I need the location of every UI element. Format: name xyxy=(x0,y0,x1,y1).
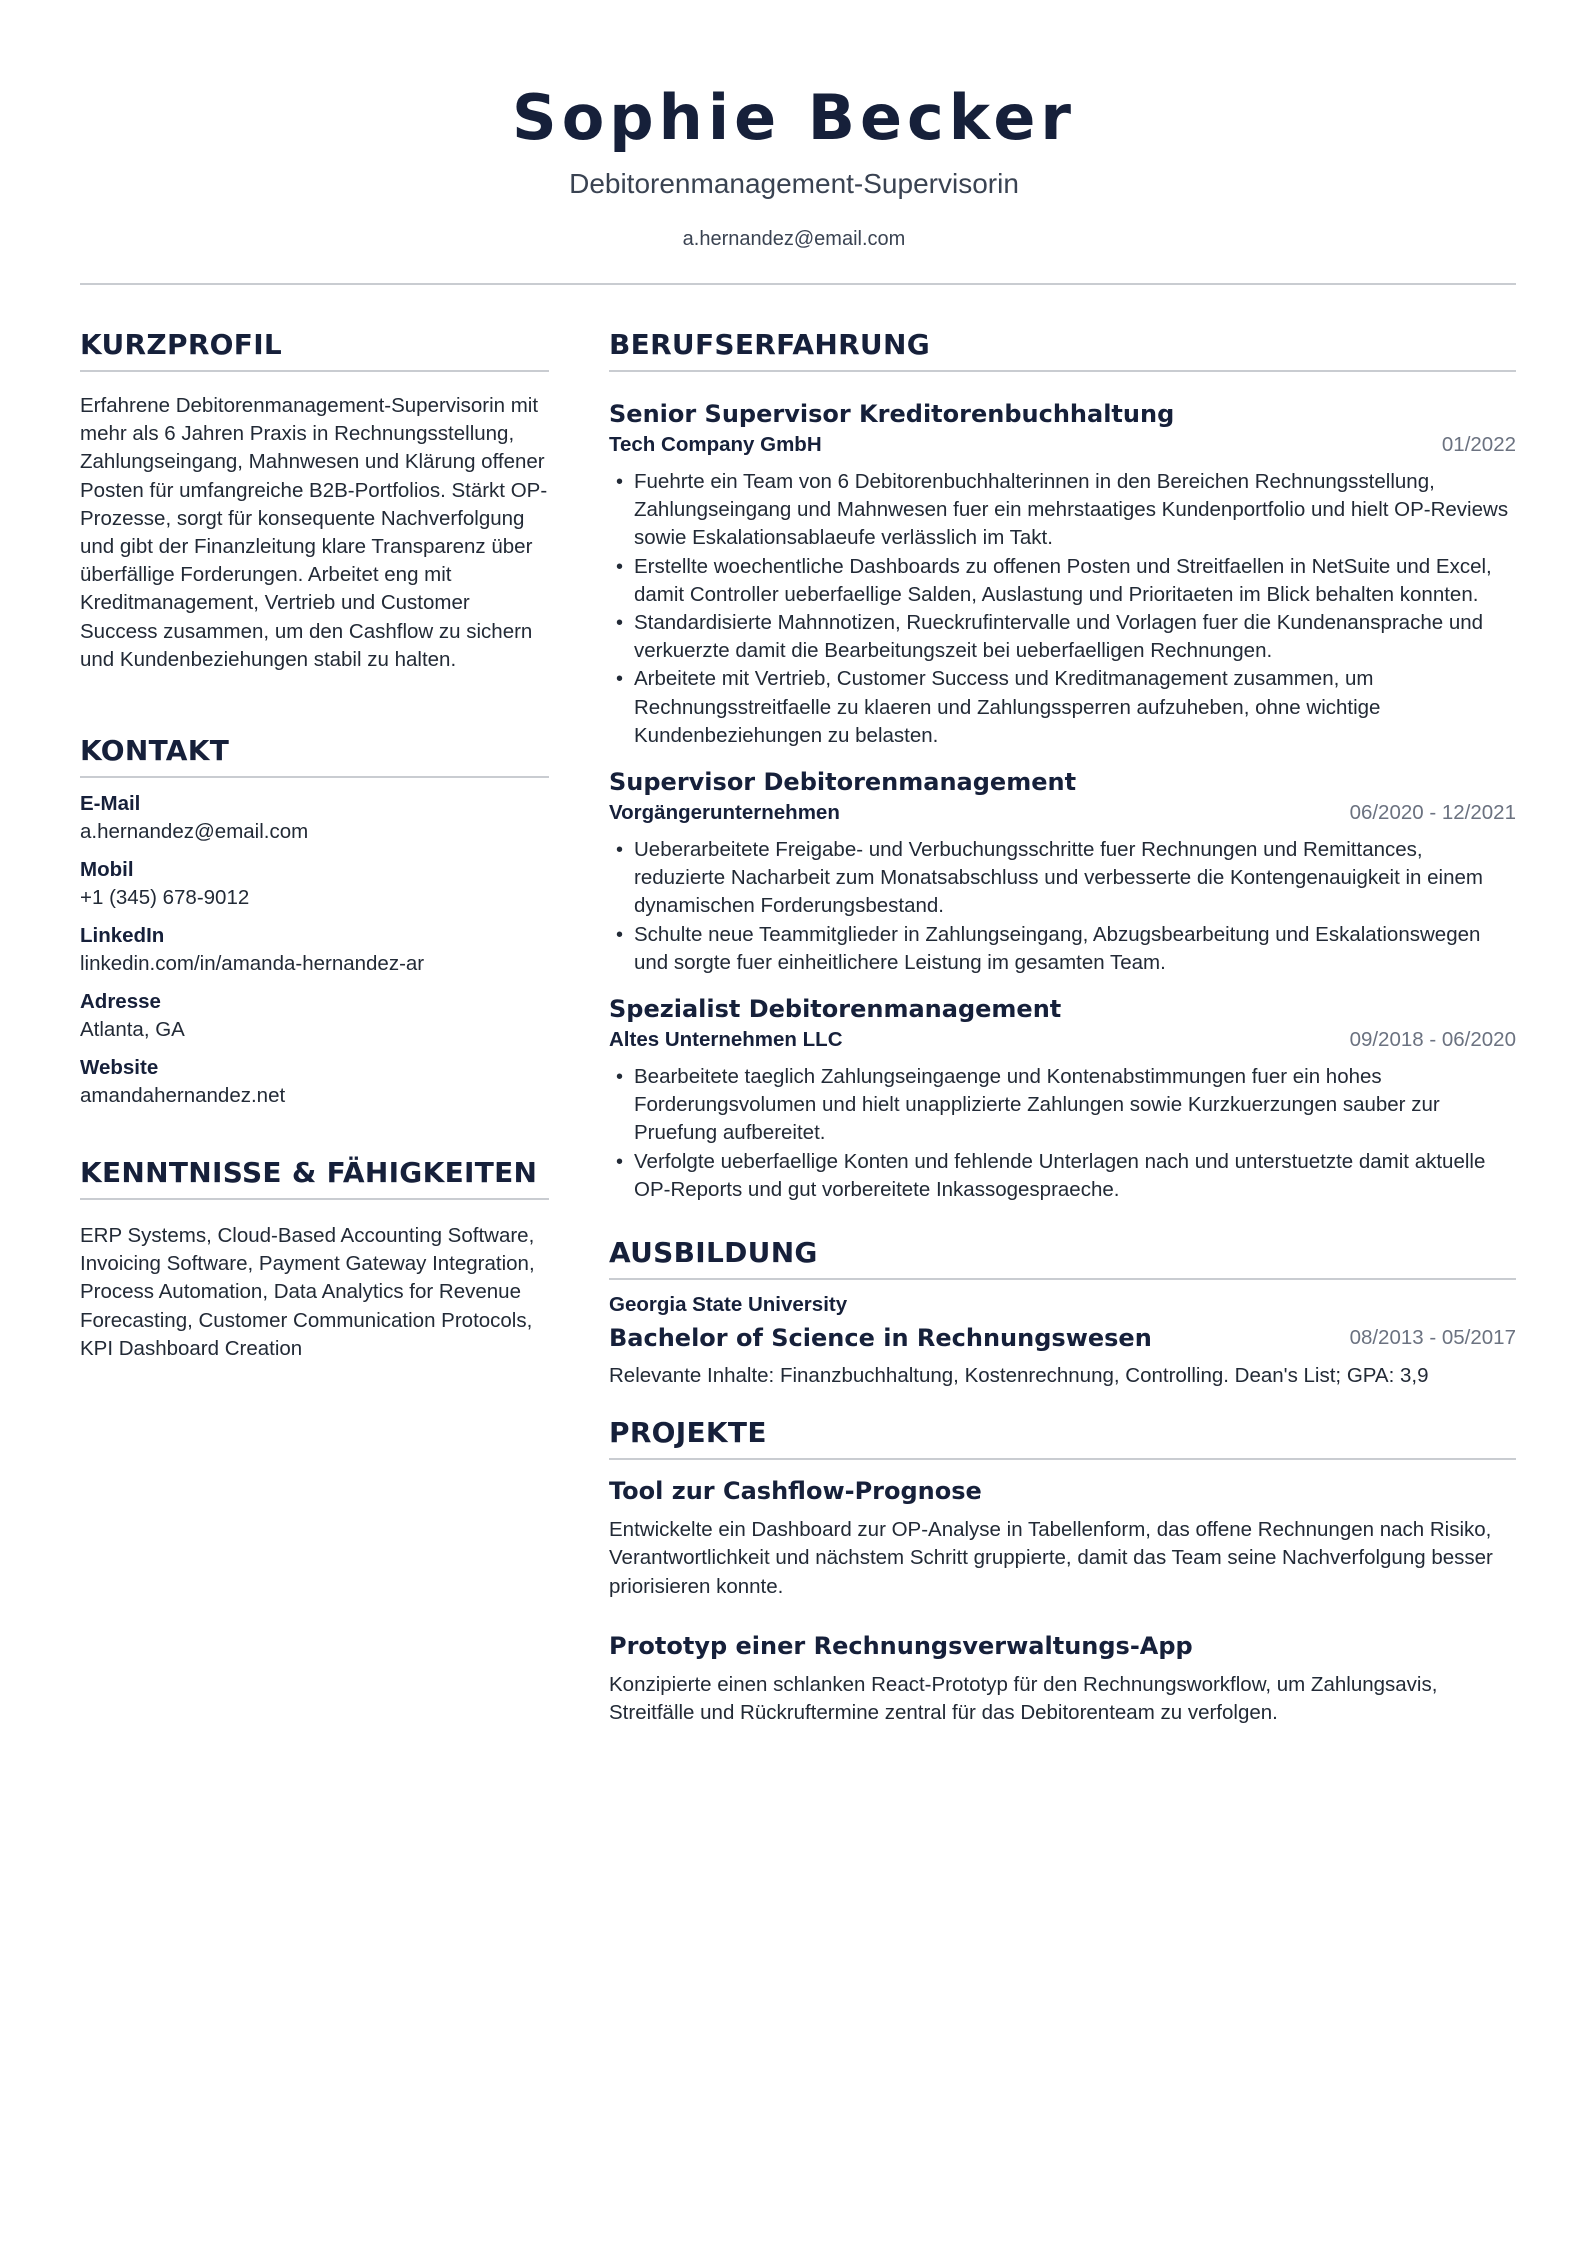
bullet-text: Erstellte woechentliche Dashboards zu offenen Posten und Streitfaellen in NetSuite und Excel, damit Controller ueberfaellige Salden, Auslastung und Prioritaeten im Blick behalten konnten. xyxy=(634,554,1492,606)
skills-text: ERP Systems, Cloud-Based Accounting Software, Invoicing Software, Payment Gateway Integration, Process Automation, Data Analytics for Revenue Forecasting, Customer Communication Protocols, KPI Dashboard Creation xyxy=(80,1224,535,1360)
contact-address-value: Atlanta, GA xyxy=(80,1018,185,1042)
project-entry xyxy=(609,1629,1516,1727)
bullet-item xyxy=(616,609,1516,665)
bullet-icon: • xyxy=(616,471,624,493)
education-section xyxy=(609,1228,1516,1390)
contact-item-phone xyxy=(80,856,549,912)
contact-item-linkedin xyxy=(80,922,549,978)
project-title: Tool zur Cashflow-Prognose xyxy=(609,1477,982,1506)
contact-section xyxy=(80,726,549,1110)
bullet-text: Standardisierte Mahnnotizen, Rueckrufintervalle und Vorlagen fuer die Kundenansprache und verkuerzte damit die Bearbeitungszeit bei ueberfaelligen Rechnungen. xyxy=(634,611,1484,663)
project-title: Prototyp einer Rechnungsverwaltungs-App xyxy=(609,1631,1193,1660)
job-meta xyxy=(609,1025,1516,1055)
contact-label: Adresse xyxy=(80,990,161,1014)
job-meta xyxy=(609,430,1516,460)
job-company: Altes Unternehmen LLC xyxy=(609,1028,843,1052)
contact-email-value[interactable]: a.hernandez@email.com xyxy=(80,820,309,844)
bullet-text: Fuehrte ein Team von 6 Debitorenbuchhalterinnen in den Bereichen Rechnungsstellung, Zahlungseingang und Mahnwesen fuer ein mehrstaatiges Kundenportfolio und hielt OP-Reviews sowie Eskalationsablaeufe verlässlich im Takt. xyxy=(634,470,1509,550)
header-divider xyxy=(80,283,1516,285)
contact-item-email xyxy=(80,790,549,846)
job-bullets xyxy=(609,836,1516,977)
job-date: 01/2022 xyxy=(1441,433,1516,456)
bullet-icon: • xyxy=(616,555,624,578)
experience-section xyxy=(609,320,1516,1204)
bullet-text: Ueberarbeitete Freigabe- und Verbuchungsschritte fuer Rechnungen und Remittances, reduzierte Nacharbeit zum Monatsabschluss und verbesserte die Kontengenauigkeit in einem dynamischen Forderungsbestand. xyxy=(634,838,1483,918)
bullet-icon: • xyxy=(616,668,624,691)
bullet-icon: • xyxy=(616,612,624,635)
projects-section xyxy=(609,1408,1516,1727)
job-entry xyxy=(609,993,1516,1204)
skills-section xyxy=(80,1148,549,1363)
job-title: Supervisor Debitorenmanagement xyxy=(609,768,1077,797)
bullet-text: Bearbeitete taeglich Zahlungseingaenge und Kontenabstimmungen fuer ein hohes Forderungsvolumen und hielt unapplizierte Zahlungen sowie Kurzkuerzungen sauber zur Pruefung aufbereitet. xyxy=(634,1065,1440,1145)
bullet-icon: • xyxy=(616,1066,624,1089)
bullet-text: Arbeitete mit Vertrieb, Customer Success und Kreditmanagement zusammen, um Rechnungsstreitfaelle zu klaeren und Zahlungssperren aufzuheben, ohne wichtige Kundenbeziehungen zu belasten. xyxy=(634,667,1381,747)
project-entry xyxy=(609,1474,1516,1601)
bullet-text: Schulte neue Teammitglieder in Zahlungseingang, Abzugsbearbeitung und Eskalationswegen und sorgte fuer einheitlichere Leistung im gesamten Team. xyxy=(634,922,1481,974)
education-school: Georgia State University xyxy=(609,1293,848,1317)
bullet-item xyxy=(616,665,1516,750)
job-company: Tech Company GmbH xyxy=(609,433,822,456)
job-title: Senior Supervisor Kreditorenbuchhaltung xyxy=(609,400,1175,428)
summary-heading: KURZPROFIL xyxy=(80,320,549,372)
education-degree: Bachelor of Science in Rechnungswesen xyxy=(609,1324,1152,1353)
candidate-name: Sophie Becker xyxy=(512,81,1076,154)
bullet-icon: • xyxy=(616,839,624,862)
bullet-icon: • xyxy=(616,923,624,946)
education-date: 08/2013 - 05/2017 xyxy=(1349,1326,1516,1350)
contact-item-website xyxy=(80,1054,549,1110)
job-bullets xyxy=(609,1063,1516,1204)
project-text: Konzipierte einen schlanken React-Prototyp für den Rechnungsworkflow, um Zahlungsavis, Streitfälle und Rückruftermine zentral für das Debitorenteam zu verfolgen. xyxy=(609,1672,1438,1725)
contact-label: E-Mail xyxy=(80,792,141,816)
contact-label: Website xyxy=(80,1056,159,1080)
bullet-item xyxy=(616,1148,1516,1204)
summary-text: Erfahrene Debitorenmanagement-Supervisorin mit mehr als 6 Jahren Praxis in Rechnungsstellung, Zahlungseingang, Mahnwesen und Klärung offener Posten für umfangreiche B2B-Portfolios. Stärkt OP-Prozesse, sorgt für konsequente Nachverfolgung und gibt der Finanzleitung klare Transparenz über überfällige Forderungen. Arbeitet eng mit Kreditmanagement, Vertrieb und Customer Success zusammen, um den Cashflow zu sichern und Kundenbeziehungen stabil zu halten. xyxy=(80,394,548,671)
left-column xyxy=(80,320,549,1363)
bullet-icon: • xyxy=(616,1150,624,1173)
education-heading: AUSBILDUNG xyxy=(609,1228,1516,1280)
job-meta xyxy=(609,798,1516,828)
contact-item-address xyxy=(80,988,549,1044)
bullet-item xyxy=(616,836,1516,921)
job-company: Vorgängerunternehmen xyxy=(609,801,840,825)
job-date: 06/2020 - 12/2021 xyxy=(1349,801,1516,825)
education-details: Relevante Inhalte: Finanzbuchhaltung, Kostenrechnung, Controlling. Dean's List; GPA: 3,9 xyxy=(609,1364,1429,1388)
contact-label: Mobil xyxy=(80,858,134,882)
job-title: Spezialist Debitorenmanagement xyxy=(609,995,1062,1024)
job-bullets xyxy=(609,468,1516,750)
contact-website-value[interactable]: amandahernandez.net xyxy=(80,1084,286,1108)
candidate-title: Debitorenmanagement-Supervisorin xyxy=(569,168,1019,199)
job-date: 09/2018 - 06/2020 xyxy=(1349,1028,1516,1052)
summary-section xyxy=(80,320,549,674)
contact-label: LinkedIn xyxy=(80,924,165,948)
project-text: Entwickelte ein Dashboard zur OP-Analyse in Tabellenform, das offene Rechnungen nach Risiko, Verantwortlichkeit und nächstem Schritt gruppierte, damit das Team seine Nachverfolgung besser priorisieren konnte. xyxy=(609,1518,1493,1598)
experience-heading: BERUFSERFAHRUNG xyxy=(609,320,1516,372)
header-email: a.hernandez@email.com xyxy=(682,228,906,250)
right-column xyxy=(609,320,1516,1727)
contact-linkedin-value[interactable]: linkedin.com/in/amanda-hernandez-ar xyxy=(80,952,425,976)
bullet-item xyxy=(616,553,1516,609)
bullet-item xyxy=(616,921,1516,977)
bullet-item xyxy=(616,468,1516,553)
education-meta xyxy=(609,1320,1516,1356)
job-entry xyxy=(609,766,1516,977)
skills-heading: KENNTNISSE & FÄHIGKEITEN xyxy=(80,1148,549,1200)
bullet-item xyxy=(616,1063,1516,1148)
bullet-text: Verfolgte ueberfaellige Konten und fehlende Unterlagen nach und unterstuetzte damit aktuelle OP-Reports und gut vorbereitete Inkassogespraeche. xyxy=(634,1149,1486,1201)
job-entry xyxy=(609,398,1516,750)
projects-heading: PROJEKTE xyxy=(609,1408,1516,1460)
contact-heading: KONTAKT xyxy=(80,726,549,778)
contact-phone-value[interactable]: +1 (345) 678-9012 xyxy=(80,886,250,910)
